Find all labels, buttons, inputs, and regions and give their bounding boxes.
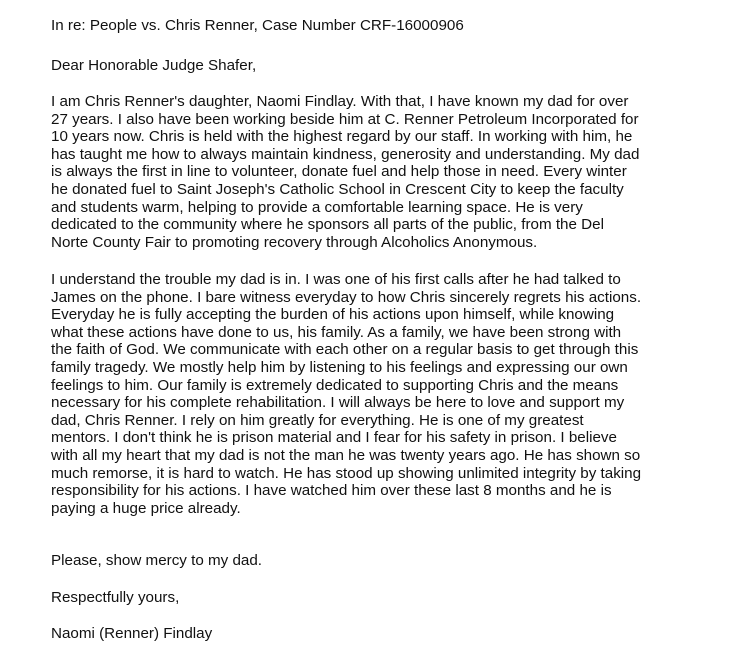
paragraph-2-line: Everyday he is fully accepting the burden of his actions upon himself, while knowing — [51, 306, 615, 324]
paragraph-2-line: with all my heart that my dad is not the man he was twenty years ago. He has shown so — [51, 446, 641, 464]
paragraph-2-line: I understand the trouble my dad is in. I was one of his first calls after he had talked to — [51, 271, 621, 288]
paragraph-1-line: is always the first in line to volunteer, donate fuel and help those in need. Every winter — [51, 163, 627, 181]
paragraph-1-line: 10 years now. Chris is held with the highest regard by our staff. In working with him, he — [51, 128, 633, 146]
letter-salutation: Dear Honorable Judge Shafer, — [51, 57, 257, 74]
letter-subject: In re: People vs. Chris Renner, Case Number CRF-16000906 — [51, 17, 464, 34]
letter-valediction: Respectfully yours, — [51, 589, 180, 606]
paragraph-1-line: Norte County Fair to promoting recovery through Alcoholics Anonymous. — [51, 233, 538, 251]
paragraph-1-line: dedicated to the community where he sponsors all parts of the public, from the Del — [51, 216, 604, 234]
paragraph-2-line: family tragedy. We mostly help him by listening to his feelings and expressing our own — [51, 358, 628, 376]
letter-signature-name: Naomi (Renner) Findlay — [51, 625, 213, 642]
paragraph-2-line: mentors. I don't think he is prison material and I fear for his safety in prison. I believe — [51, 429, 617, 447]
paragraph-2-line: the faith of God. We communicate with each other on a regular basis to get through this — [51, 341, 639, 359]
paragraph-2-line: responsibility for his actions. I have watched him over these last 8 months and he is — [51, 482, 612, 500]
letter-paragraph-1 — [51, 93, 639, 251]
paragraph-2-line: feelings to him. Our family is extremely dedicated to supporting Chris and the means — [51, 376, 619, 394]
paragraph-1-line: 27 years. I also have been working beside him at C. Renner Petroleum Incorporated for — [51, 110, 639, 128]
paragraph-2-line: necessary for his complete rehabilitation. I will always be here to love and support my — [51, 394, 625, 412]
paragraph-2-line: James on the phone. I bare witness everyday to how Chris sincerely regrets his actions. — [51, 288, 642, 306]
paragraph-1-line: I am Chris Renner's daughter, Naomi Findlay. With that, I have known my dad for over — [51, 93, 629, 110]
paragraph-2-line: paying a huge price already. — [51, 499, 241, 517]
paragraph-1-line: has taught me how to always maintain kindness, generosity and understanding. My dad — [51, 145, 640, 163]
paragraph-2-line: what these actions have done to us, his family. As a family, we have been strong with — [51, 323, 622, 341]
paragraph-2-line: much remorse, it is hard to watch. He has stood up showing unlimited integrity by taking — [51, 464, 642, 482]
paragraph-1-line: he donated fuel to Saint Joseph's Catholic School in Crescent City to keep the faculty — [51, 180, 624, 198]
paragraph-1-line: and students warm, helping to provide a comfortable learning space. He is very — [51, 198, 583, 216]
paragraph-2-line: dad, Chris Renner. I rely on him greatly for everything. He is one of my greatest — [51, 411, 584, 429]
letter-paragraph-2 — [51, 271, 641, 517]
letter-closing-plea: Please, show mercy to my dad. — [51, 552, 263, 569]
